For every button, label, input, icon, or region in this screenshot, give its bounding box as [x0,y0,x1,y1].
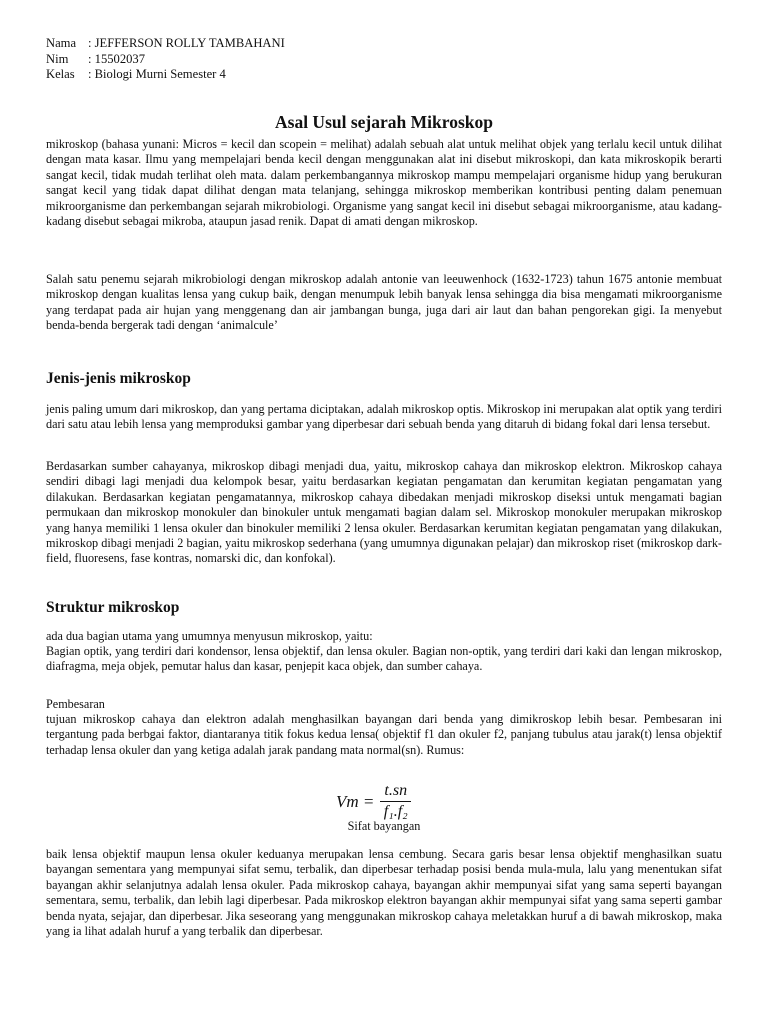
formula-denominator: f₁.f₂ [383,803,408,820]
name-value: : JEFFERSON ROLLY TAMBAHANI [88,36,285,50]
sifat-bayangan-caption: Sifat bayangan [347,819,421,833]
student-info [46,36,285,83]
section-heading-struktur: Struktur mikroskop [46,599,180,616]
name-row [46,36,285,52]
formula-lhs: Vm = [336,791,375,811]
section-heading-jenis: Jenis-jenis mikroskop [46,370,191,387]
intro-paragraph-1: mikroskop (bahasa yunani: Micros = kecil dan scopein = melihat) adalah sebuah alat untuk melihat objek yang terlalu kecil untuk dilihat dengan mata kasar. Ilmu yang mempelajari benda kecil dengan menggunakan alat ini disebut mikroskopi, dan kata mikroskopik berarti sangat kecil, tidak mudah terlihat oleh mata. dalam perkembangannya mikroskop mampu mempelajari organisme hidup yang berukuran sangat kecil yang tidak dapat dilihat dengan mata telanjang, sehingga mikroskop memberikan kontribusi penting dalam penemuan mikroorganisme dan perkembangan sejarah mikrobiologi. Organisme yang sangat kecil ini disebut sebagai mikroorganisme, atau kadang-kadang disebut sebagai mikroba, ataupun jasad renik. Dapat di amati dengan mikroskop. [46,137,722,229]
nim-label: Nim [46,51,69,66]
formula-fraction [380,782,411,821]
sifat-bayangan-paragraph: baik lensa objektif maupun lensa okuler keduanya merupakan lensa cembung. Secara garis besar lensa objektif menghasilkan suatu bayangan sementara yang mempunyai sifat semu, terbalik, dan diperbesar terhadap posisi benda mula-mula, lalu yang menentukan sifat bayangan akhir selanjutnya adalah lensa okuler. Pada mikroskop cahaya, bayangan akhir mempunyai sifat yang sama seperti bayangan sementara, semu, terbalik, dan lebih lagi diperbesar. Pada mikroskop elektron bayangan akhir mempunyai sifat yang sama seperti gambar benda nyata, sejajar, dan diperbesar. Jika seseorang yang menggunakan mikroskop cahaya meletakkan huruf a di bawah mikroskop, maka yang ia lihat adalah huruf a yang terbalik dan diperbesar. [46,847,722,939]
document-title: Asal Usul sejarah Mikroskop [275,112,493,132]
formula-numerator: t.sn [380,782,411,802]
kelas-row [46,67,285,83]
intro-paragraph-2: Salah satu penemu sejarah mikrobiologi dengan mikroskop adalah antonie van leeuwenhock (1632-1723) tahun 1675 antonie membuat mikroskop dengan kualitas lensa yang cukup baik, dengan menumpuk lebih banyak lensa sehingga dia bisa mengamati mikroorganisme yang terdapat pada air hujan yang menggenang dan air jambangan bunga, juga dari air laut dan bahan pengorekan gigi. Ia menyebut benda-benda bergerak tadi dengan ‘animalcule’ [46,272,722,333]
struktur-intro: ada dua bagian utama yang umumnya menyusun mikroskop, yaitu: [46,629,373,643]
struktur-paragraph-optik: Bagian optik, yang terdiri dari kondensor, lensa objektif, dan lensa okuler. Bagian non-optik, yang terdiri dari kaki dan lengan mikroskop, diafragma, meja objek, pemutar halus dan kasar, penjepit kaca objek, dan sumber cahaya. [46,644,722,674]
nim-value: : 15502037 [88,51,146,66]
pembesaran-label: Pembesaran [46,697,105,711]
kelas-value: : Biologi Murni Semester 4 [88,67,226,81]
jenis-paragraph-1: jenis paling umum dari mikroskop, dan yang pertama diciptakan, adalah mikroskop optis. Mikroskop ini merupakan alat optik yang terdiri dari satu atau lebih lensa yang memproduksi gambar yang diperbesar dari sebuah benda yang ditaruh di bidang fokal dari lensa tersebut. [46,402,722,432]
name-label: Nama [46,36,77,50]
jenis-paragraph-2: Berdasarkan sumber cahayanya, mikroskop dibagi menjadi dua, yaitu, mikroskop cahaya dan mikroskop elektron. Mikroskop cahaya sendiri dibagi lagi menjadi dua kelompok besar, yaitu berdasarkan kegiatan pengamatan dan kerumitan kegiatan pengamatan yang dilakukan. Berdasarkan kegiatan pengamatannya, mikroskop cahaya dibedakan menjadi mikroskop diseksi untuk mengamati bagian permukaan dan mikroskop monokuler dan binokuler untuk mengamati bagian dalam sel. Mikroskop monokuler merupakan mikroskop yang hanya memiliki 1 lensa okuler dan binokuler memiliki 2 lensa okuler. Berdasarkan kerumitan kegiatan pengamatan yang dilakukan, mikroskop dibagi menjadi 2 bagian, yaitu mikroskop sederhana (yang umumnya digunakan pelajar) dan mikroskop riset (mikroskop dark-field, fluoresens, fase kontras, nomarski dic, dan konfokal). [46,459,722,566]
kelas-label: Kelas [46,67,75,81]
magnification-formula [336,782,411,821]
pembesaran-paragraph: tujuan mikroskop cahaya dan elektron adalah menghasilkan bayangan dari benda yang dimikroskop lebih besar. Pembesaran ini tergantung pada berbgai faktor, diantaranya titik fokus kedua lensa( objektif f1 dan okuler f2, panjang tubulus atau jarak(t) lensa objektif terhadap lensa okuler dan yang ketiga adalah jarak pandang mata normal(sn). Rumus: [46,712,722,757]
nim-row [46,52,285,68]
